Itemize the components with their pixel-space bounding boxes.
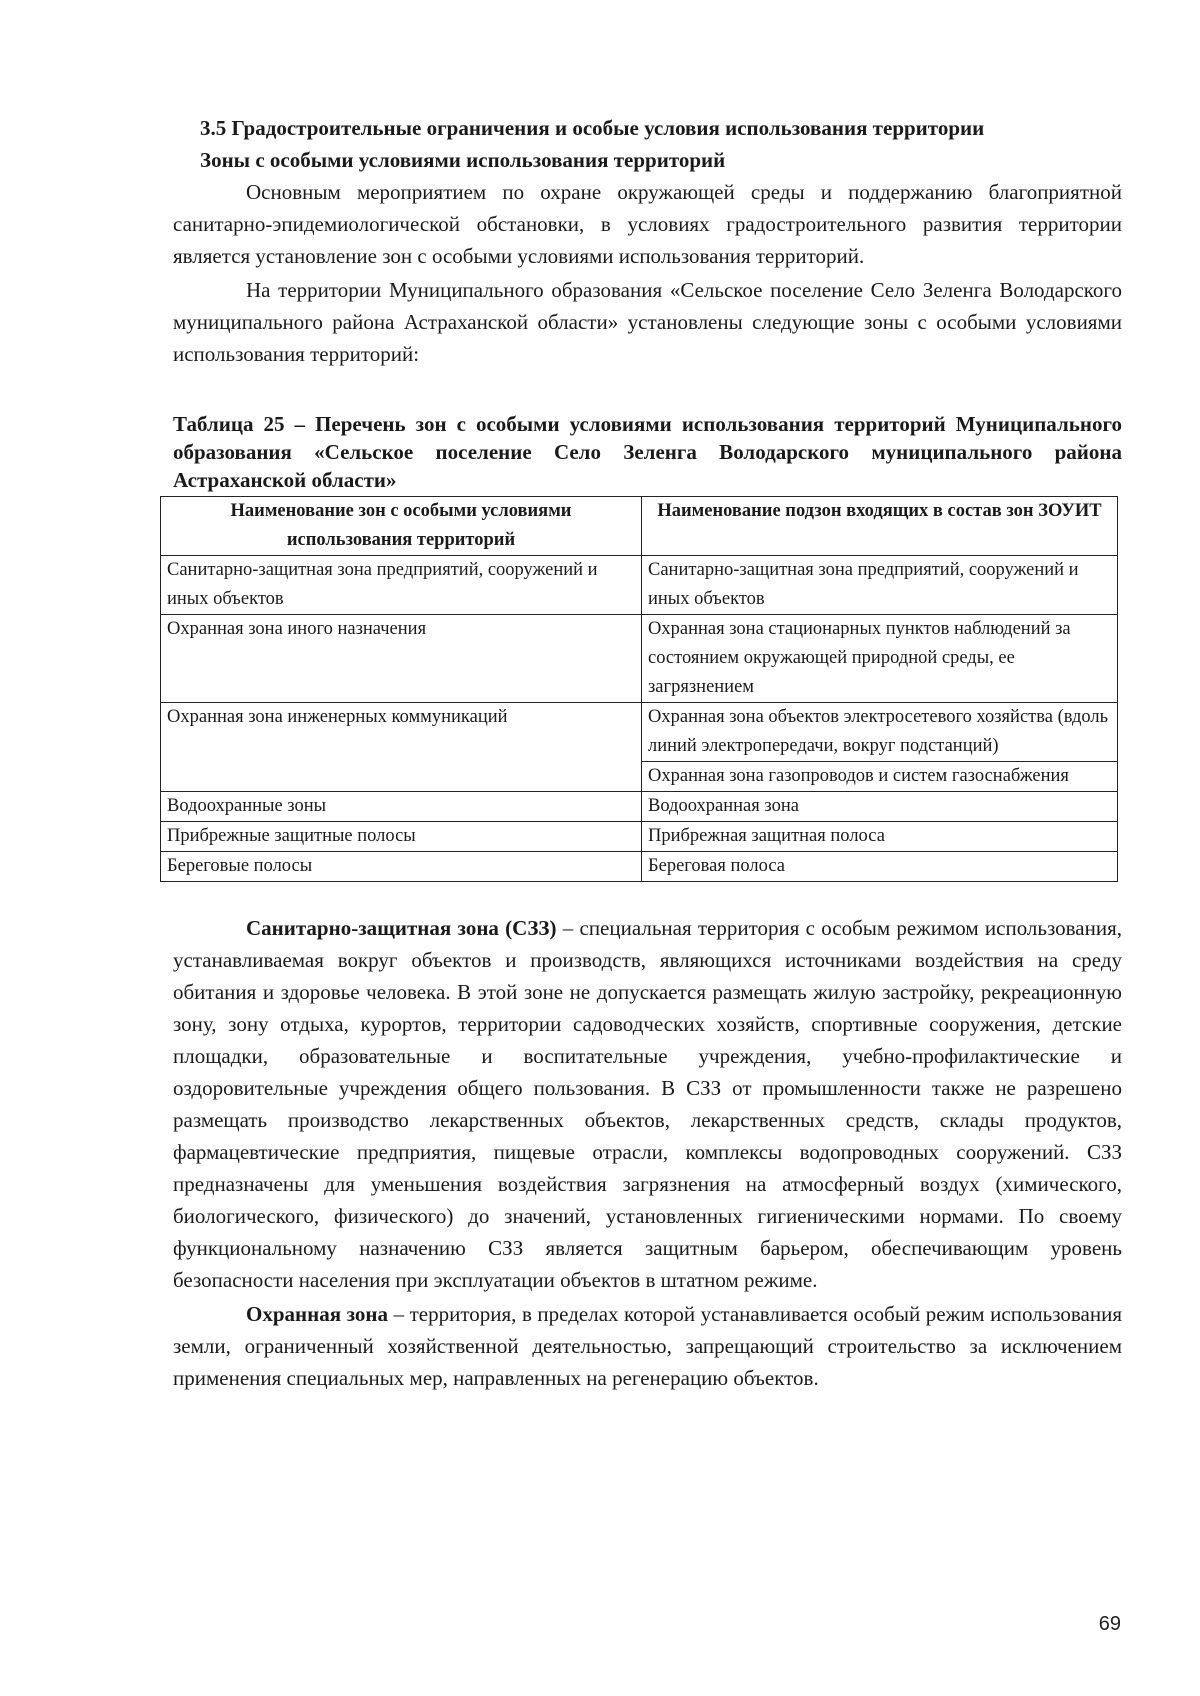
table-row (161, 615, 1118, 703)
table-row (161, 822, 1118, 852)
zone-cell: Береговые полосы (161, 852, 642, 882)
subzone-cell: Береговая полоса (642, 852, 1118, 882)
table-header-row (161, 497, 1118, 556)
zone-cell: Санитарно-защитная зона предприятий, сооружений и иных объектов (161, 556, 642, 615)
header-subzones: Наименование подзон входящих в состав зон ЗОУИТ (642, 497, 1118, 556)
table-row (161, 852, 1118, 882)
security-zone-text: – территория, в пределах которой устанавливается особый режим использования земли, ограниченный хозяйственной деятельностью, запрещающий строительство за исключением применения специальных мер, направленных на регенерацию объектов. (173, 1302, 1122, 1390)
security-zone-paragraph (173, 1298, 1122, 1394)
intro-paragraph-1: Основным мероприятием по охране окружающей среды и поддержанию благоприятной санитарно-эпидемиологической обстановки, в условиях градостроительного развития территории является установление зон с особыми условиями использования территорий. (173, 180, 1122, 268)
table-row (161, 792, 1118, 822)
subzone-cell: Санитарно-защитная зона предприятий, сооружений и иных объектов (642, 556, 1118, 615)
subzone-cell: Охранная зона объектов электросетевого хозяйства (вдоль линий электропередачи, вокруг подстанций) (642, 703, 1118, 762)
table-row (161, 556, 1118, 615)
subzone-cell: Охранная зона газопроводов и систем газоснабжения (642, 762, 1118, 792)
subzone-cell: Прибрежная защитная полоса (642, 822, 1118, 852)
szz-text: – специальная территория с особым режимом использования, устанавливаемая вокруг объектов и производств, являющихся источниками воздействия на среду обитания и здоровье человека. В этой зоне не допускается размещать жилую застройку, рекреационную зону, зону отдыха, курортов, территории садоводческих хозяйств, спортивные сооружения, детские площадки, образовательные и воспитательные учреждения, учебно-профилактические и оздоровительные учреждения общего пользования. В СЗЗ от промышленности также не разрешено размещать производство лекарственных объектов, лекарственных средств, склады продуктов, фармацевтические предприятия, пищевые отрасли, комплексы водопроводных сооружений. СЗЗ предназначены для уменьшения воздействия загрязнения на атмосферный воздух (химического, биологического, физического) до значений, установленных гигиеническими нормами. По своему функциональному назначению СЗЗ является защитным барьером, обеспечивающим уровень безопасности населения при эксплуатации объектов в штатном режиме. (173, 916, 1122, 1292)
section-heading: 3.5 Градостроительные ограничения и особые условия использования территории (200, 116, 985, 140)
header-zones: Наименование зон с особыми условиями использования территорий (161, 497, 642, 556)
page-number: 69 (1098, 1613, 1121, 1635)
szz-term: Санитарно-защитная зона (СЗЗ) (246, 916, 557, 940)
table-row (161, 703, 1118, 762)
intro-paragraph-2: На территории Муниципального образования «Сельское поселение Село Зеленга Володарского муниципального района Астраханской области» установлены следующие зоны с особыми условиями использования территорий: (173, 278, 1122, 366)
section-subheading: Зоны с особыми условиями использования территорий (200, 148, 726, 172)
szz-paragraph (173, 912, 1122, 1296)
zone-cell: Охранная зона иного назначения (161, 615, 642, 703)
zone-cell: Прибрежные защитные полосы (161, 822, 642, 852)
zone-cell: Водоохранные зоны (161, 792, 642, 822)
zones-table (160, 496, 1118, 882)
zone-cell: Охранная зона инженерных коммуникаций (161, 703, 642, 792)
security-zone-term: Охранная зона (246, 1302, 389, 1326)
table-caption: Таблица 25 – Перечень зон с особыми условиями использования территорий Муниципального образования «Сельское поселение Село Зеленга Володарского муниципального района Астраханской области» (173, 412, 1122, 492)
subzone-cell: Охранная зона стационарных пунктов наблюдений за состоянием окружающей природной среды, ее загрязнением (642, 615, 1118, 703)
subzone-cell: Водоохранная зона (642, 792, 1118, 822)
